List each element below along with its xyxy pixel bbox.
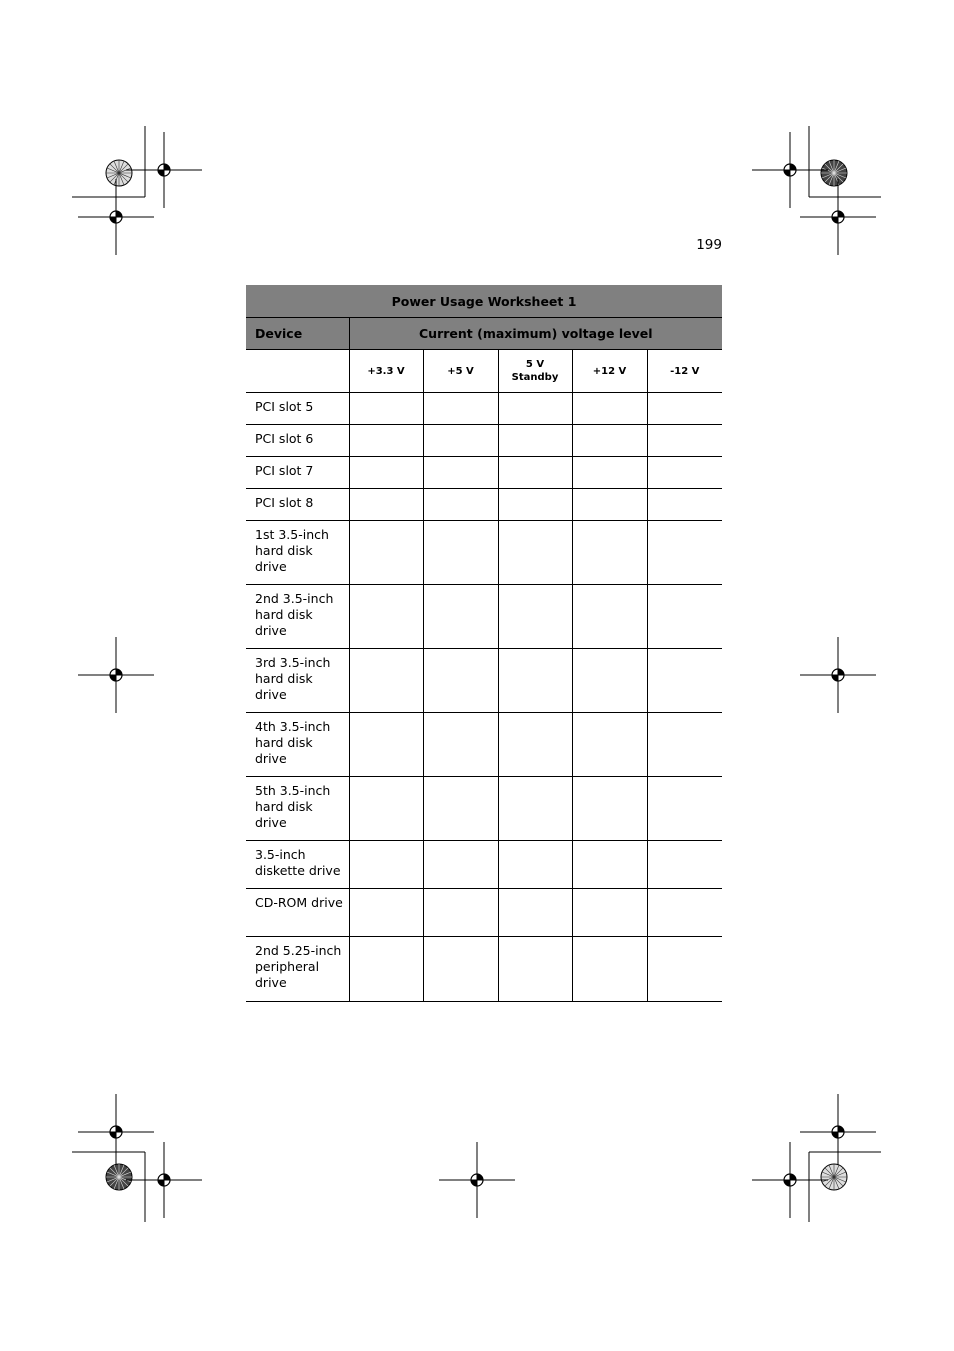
table-row: [246, 937, 722, 1002]
voltage-col-5v-standby-label: Standby: [511, 372, 559, 383]
value-cell: [572, 489, 647, 521]
voltage-col-5v-standby: [498, 350, 572, 393]
table-row: [246, 841, 722, 889]
device-name: 2nd 3.5-inch hard disk drive: [246, 585, 349, 649]
value-cell: [423, 521, 498, 585]
value-cell: [349, 889, 423, 937]
value-cell: [498, 841, 572, 889]
worksheet-title: Power Usage Worksheet 1: [246, 285, 722, 318]
table-row: [246, 777, 722, 841]
value-cell: [423, 649, 498, 713]
device-name: 3.5-inch diskette drive: [246, 841, 349, 889]
value-cell: [647, 521, 722, 585]
value-cell: [572, 889, 647, 937]
value-cell: [423, 841, 498, 889]
device-name: 2nd 5.25-inch peripheral drive: [246, 937, 349, 1002]
value-cell: [498, 489, 572, 521]
voltage-col-neg12v: -12 V: [647, 350, 722, 393]
value-cell: [498, 777, 572, 841]
voltage-col-5v: +5 V: [423, 350, 498, 393]
value-cell: [349, 777, 423, 841]
value-cell: [572, 585, 647, 649]
table-row: [246, 649, 722, 713]
value-cell: [572, 713, 647, 777]
voltage-col-12v: +12 V: [572, 350, 647, 393]
value-cell: [498, 713, 572, 777]
value-cell: [349, 521, 423, 585]
value-cell: [349, 713, 423, 777]
value-cell: [423, 889, 498, 937]
value-cell: [498, 393, 572, 425]
table-row: [246, 889, 722, 937]
voltage-column-header: Current (maximum) voltage level: [349, 318, 722, 350]
table-row: [246, 585, 722, 649]
device-name: 1st 3.5-inch hard disk drive: [246, 521, 349, 585]
voltage-col-3v3: +3.3 V: [349, 350, 423, 393]
table-row: [246, 425, 722, 457]
table-row: [246, 457, 722, 489]
voltage-col-5v-standby-value: 5 V: [525, 359, 545, 370]
value-cell: [647, 489, 722, 521]
value-cell: [423, 489, 498, 521]
value-cell: [572, 457, 647, 489]
value-cell: [647, 457, 722, 489]
value-cell: [349, 457, 423, 489]
device-name: PCI slot 8: [246, 489, 349, 521]
value-cell: [498, 649, 572, 713]
device-column-header: Device: [246, 318, 349, 350]
table-row: [246, 489, 722, 521]
value-cell: [349, 937, 423, 1002]
device-name: PCI slot 6: [246, 425, 349, 457]
table-row: [246, 521, 722, 585]
table-row: [246, 393, 722, 425]
value-cell: [572, 841, 647, 889]
device-name: 3rd 3.5-inch hard disk drive: [246, 649, 349, 713]
value-cell: [647, 889, 722, 937]
page-number: 199: [696, 237, 722, 253]
value-cell: [349, 489, 423, 521]
value-cell: [349, 425, 423, 457]
value-cell: [572, 649, 647, 713]
value-cell: [498, 889, 572, 937]
value-cell: [572, 425, 647, 457]
value-cell: [498, 425, 572, 457]
value-cell: [423, 713, 498, 777]
device-name: CD-ROM drive: [246, 889, 349, 937]
value-cell: [423, 937, 498, 1002]
value-cell: [647, 777, 722, 841]
value-cell: [572, 393, 647, 425]
power-usage-worksheet: [246, 285, 722, 1002]
value-cell: [647, 393, 722, 425]
value-cell: [647, 713, 722, 777]
value-cell: [647, 649, 722, 713]
table-row: [246, 713, 722, 777]
value-cell: [572, 937, 647, 1002]
value-cell: [423, 777, 498, 841]
value-cell: [498, 585, 572, 649]
value-cell: [572, 521, 647, 585]
value-cell: [647, 841, 722, 889]
value-cell: [349, 649, 423, 713]
device-name: 5th 3.5-inch hard disk drive: [246, 777, 349, 841]
value-cell: [647, 425, 722, 457]
voltage-blank-cell: [246, 350, 349, 393]
value-cell: [647, 585, 722, 649]
value-cell: [572, 777, 647, 841]
device-name: PCI slot 7: [246, 457, 349, 489]
value-cell: [349, 841, 423, 889]
value-cell: [498, 457, 572, 489]
value-cell: [498, 521, 572, 585]
device-name: 4th 3.5-inch hard disk drive: [246, 713, 349, 777]
value-cell: [423, 393, 498, 425]
value-cell: [498, 937, 572, 1002]
value-cell: [349, 393, 423, 425]
value-cell: [423, 585, 498, 649]
value-cell: [423, 457, 498, 489]
value-cell: [423, 425, 498, 457]
value-cell: [647, 937, 722, 1002]
value-cell: [349, 585, 423, 649]
device-name: PCI slot 5: [246, 393, 349, 425]
